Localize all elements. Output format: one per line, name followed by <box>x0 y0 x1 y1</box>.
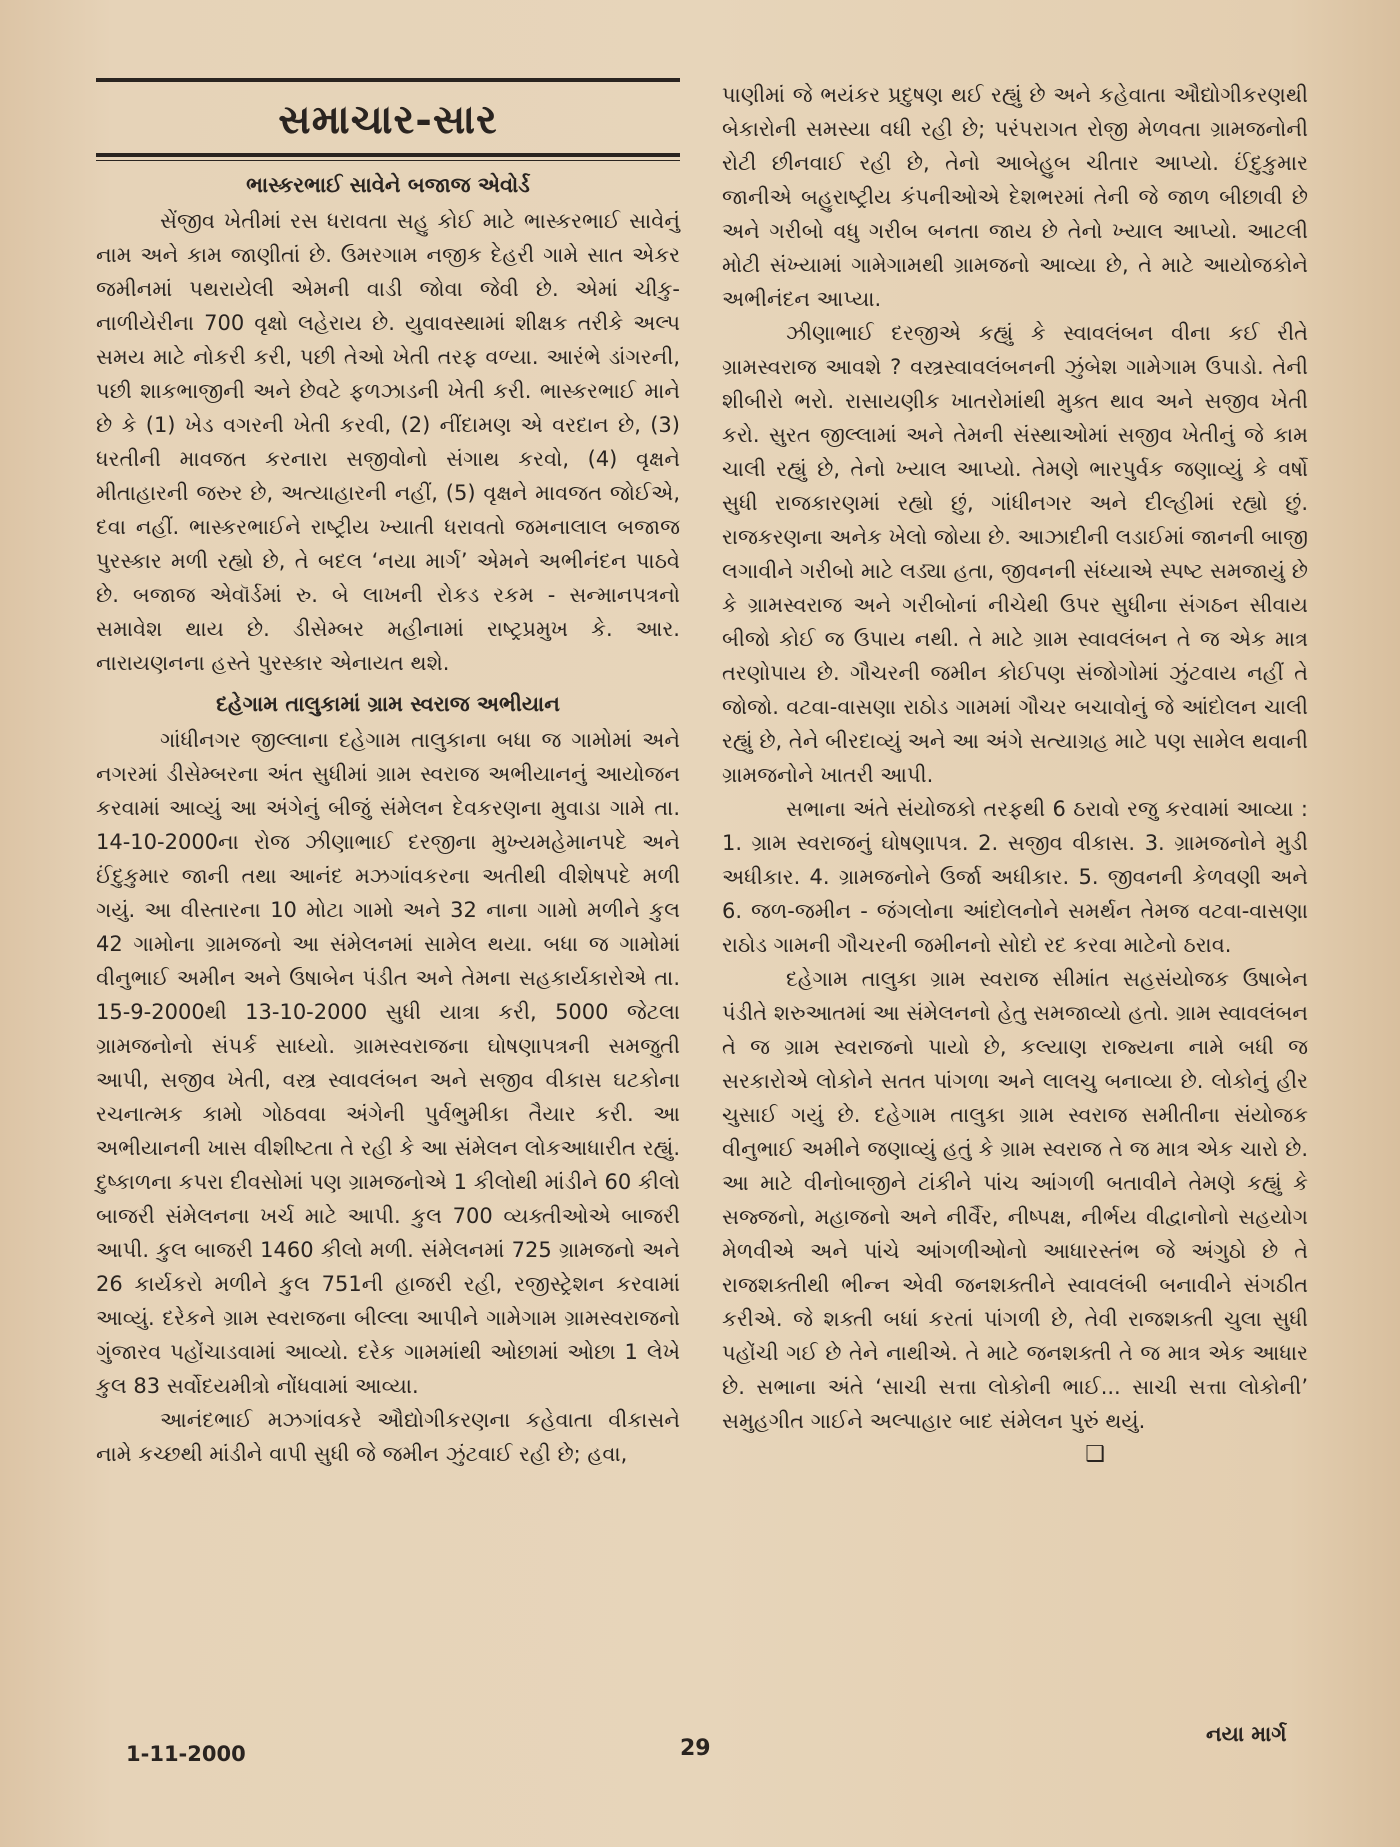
article2-paragraph-4: સભાના અંતે સંયોજકો તરફથી 6 ઠરાવો રજુ કરવામાં આવ્યા : 1. ગ્રામ સ્વરાજનું ઘોષણાપત્ર. 2. સજીવ વીકાસ. 3. ગ્રામજનોને મુડી અધીકાર. 4. ગ્રામજનોને ઉર્જા અધીકાર. 5. જીવનની કેળવણી અને 6. જળ-જમીન - જંગલોના આંદોલનોને સમર્થન તેમજ વટવા-વાસણા રાઠોડ ગામની ગૌચરની જમીનનો સોદો રદ કરવા માટેનો ઠરાવ. <box>722 797 1308 957</box>
article1-body: સેંજીવ ખેતીમાં રસ ધરાવતા સહુ કોઈ માટે ભાસ્કરભાઈ સાવેનું નામ અને કામ જાણીતાં છે. ઉમરગામ નજીક દેહરી ગામે સાત એકર જમીનમાં પથરાયેલી એમની વાડી જોવા જેવી છે. એમાં ચીકુ-નાળીયેરીના 700 વૃક્ષો લહેરાય છે. યુવાવસ્થામાં શીક્ષક તરીકે અલ્પ સમય માટે નોકરી કરી, પછી તેઓ ખેતી તરફ વળ્યા. આરંભે ડાંગરની, પછી શાકભાજીની અને છેવટે ફળઝાડની ખેતી કરી. ભાસ્કરભાઈ માને છે કે (1) ખેડ વગરની ખેતી કરવી, (2) નીંદામણ એ વરદાન છે, (3) ધરતીની માવજત કરનારા સજીવોનો સંગાથ કરવો, (4) વૃક્ષને મીતાહારની જરુર છે, અત્યાહારની નહીં, (5) વૃક્ષને માવજત જોઈએ, દવા નહીં. ભાસ્કરભાઈને રાષ્ટ્રીય ખ્યાતી ધરાવતો જમનાલાલ બજાજ પુરસ્કાર મળી રહ્યો છે, તે બદલ ‘નયા માર્ગ’ એમને અભીનંદન પાઠવે છે. બજાજ એવૉર્ડમાં રુ. બે લાખની રોકડ રકમ - સન્માનપત્રનો સમાવેશ થાય છે. ડીસેમ્બર મહીનામાં રાષ્ટ્રપ્રમુખ કે. આર. નારાયણનના હસ્તે પુરસ્કાર એનાયત થશે. <box>96 209 680 675</box>
article2-paragraph-1: ગાંધીનગર જીલ્લાના દહેગામ તાલુકાના બધા જ ગામોમાં અને નગરમાં ડીસેમ્બરના અંત સુધીમાં ગ્રામ સ્વરાજ અભીયાનનું આયોજન કરવામાં આવ્યું આ અંગેનું બીજું સંમેલન દેવકરણના મુવાડા ગામે તા. 14-10-2000ના રોજ ઝીણાભાઈ દરજીના મુખ્યમહેમાનપદે અને ઈંદુકુમાર જાની તથા આનંદ મઝગાંવકરના અતીથી વીશેષપદે મળી ગયું. આ વીસ્તારના 10 મોટા ગામો અને 32 નાના ગામો મળીને કુલ 42 ગામોના ગ્રામજનો આ સંમેલનમાં સામેલ થયા. બધા જ ગામોમાં વીનુભાઈ અમીન અને ઉષાબેન પંડીત અને તેમના સહકાર્યકારોએ તા. 15-9-2000થી 13-10-2000 સુધી યાત્રા કરી, 5000 જેટલા ગ્રામજનોનો સંપર્ક સાધ્યો. ગ્રામસ્વરાજના ઘોષણાપત્રની સમજુતી આપી, સજીવ ખેતી, વસ્ત્ર સ્વાવલંબન અને સજીવ વીકાસ ઘટકોના રચનાત્મક કામો ગોઠવવા અંગેની પુર્વભુમીકા તૈયાર કરી. આ અભીયાનની ખાસ વીશીષ્ટતા તે રહી કે આ સંમેલન લોકઆધારીત રહ્યું. દુષ્કાળના કપરા દીવસોમાં પણ ગ્રામજનોએ 1 કીલોથી માંડીને 60 કીલો બાજરી સંમેલનના ખર્ચ માટે આપી. કુલ 700 વ્યક્તીઓએ બાજરી આપી. કુલ બાજરી 1460 કીલો મળી. સંમેલનમાં 725 ગ્રામજનો અને 26 કાર્યકરો મળીને કુલ 751ની હાજરી રહી, રજીસ્ટ્રેશન કરવામાં આવ્યું. દરેકને ગ્રામ સ્વરાજના બીલ્લા આપીને ગામેગામ ગ્રામસ્વરાજનો ગુંજારવ પહોંચાડવામાં આવ્યો. દરેક ગામમાંથી ઓછામાં ઓછા 1 લેખે કુલ 83 સર્વોદયમીત્રો નોંધવામાં આવ્યા. <box>96 728 680 1398</box>
magazine-name: નયા માર્ગ <box>1206 1722 1287 1746</box>
article2-paragraph-5: દહેગામ તાલુકા ગ્રામ સ્વરાજ સીમાંત સહસંયોજક ઉષાબેન પંડીતે શરુઆતમાં આ સંમેલનનો હેતુ સમજાવ્યો હતો. ગ્રામ સ્વાવલંબન તે જ ગ્રામ સ્વરાજનો પાયો છે, કલ્યાણ રાજ્યના નામે બધી જ સરકારોએ લોકોને સતત પાંગળા અને લાલચુ બનાવ્યા છે. લોકોનું હીર ચુસાઈ ગયું છે. દહેગામ તાલુકા ગ્રામ સ્વરાજ સમીતીના સંયોજક વીનુભાઈ અમીને જણાવ્યું હતું કે ગ્રામ સ્વરાજ તે જ માત્ર એક ચારો છે. આ માટે વીનોબાજીને ટાંકીને પાંચ આંગળી બતાવીને તેમણે કહ્યું કે સજ્જનો, મહાજનો અને નીર્વૈર, નીષ્પક્ષ, નીર્ભય વીદ્વાનોનો સહયોગ મેળવીએ અને પાંચે આંગળીઓનો આધારસ્તંભ જે અંગુઠો છે તે રાજશક્તીથી ભીન્ન એવી જનશક્તીને સ્વાવલંબી બનાવીને સંગઠીત કરીએ. જે શક્તી બધાં કરતાં પાંગળી છે, તેવી રાજશક્તી ચુલા સુધી પહોંચી ગઈ છે તેને નાથીએ. તે માટે જનશક્તી તે જ માત્ર એક આધાર છે. સભાના અંતે ‘સાચી સત્તા લોકોની ભાઈ... સાચી સત્તા લોકોની’ સમુહગીત ગાઈને અલ્પાહાર બાદ સંમેલન પુરું થયું. <box>722 967 1308 1433</box>
end-of-article-mark: ❑ <box>1085 1442 1105 1467</box>
section-title: સમાચાર-સાર <box>278 96 498 143</box>
article2-paragraph-2-continued: પાણીમાં જે ભયંકર પ્રદુષણ થઈ રહ્યું છે અને કહેવાતા ઔદ્યોગીકરણથી બેકારોની સમસ્યા વધી રહી છે; પરંપરાગત રોજી મેળવતા ગ્રામજનોની રોટી છીનવાઈ રહી છે, તેનો આબેહુબ ચીતાર આપ્યો. ઈંદુકુમાર જાનીએ બહુરાષ્ટ્રીય કંપનીઓએ દેશભરમાં તેની જે જાળ બીછાવી છે અને ગરીબો વધુ ગરીબ બનતા જાય છે તેનો ખ્યાલ આપ્યો. આટલી મોટી સંખ્યામાં ગામેગામથી ગ્રામજનો આવ્યા છે, તે માટે આયોજકોને અભીનંદન આપ્યા. <box>722 83 1308 311</box>
issue-date: 1-11-2000 <box>126 1742 246 1766</box>
title-rule-thin <box>96 160 680 161</box>
title-rule <box>96 153 680 157</box>
page-number: 29 <box>680 1736 711 1761</box>
article1-heading: ભાસ્કરભાઈ સાવેને બજાજ એવોર્ડ <box>246 173 530 197</box>
right-column <box>722 78 1308 1467</box>
article2-paragraph-2: આનંદભાઈ મઝગાંવકરે ઔદ્યોગીકરણના કહેવાતા વીકાસને નામે કચ્છથી માંડીને વાપી સુધી જે જમીન ઝુંટવાઈ રહી છે; હવા, <box>96 1408 680 1466</box>
article2-paragraph-3: ઝીણાભાઈ દરજીએ કહ્યું કે સ્વાવલંબન વીના કઈ રીતે ગ્રામસ્વરાજ આવશે ? વસ્ત્રસ્વાવલંબનની ઝુંબેશ ગામેગામ ઉપાડો. તેની શીબીરો ભરો. રાસાયણીક ખાતરોમાંથી મુક્ત થાવ અને સજીવ ખેતી કરો. સુરત જીલ્લામાં અને તેમની સંસ્થાઓમાં સજીવ ખેતીનું જે કામ ચાલી રહ્યું છે, તેનો ખ્યાલ આપ્યો. તેમણે ભારપુર્વક જણાવ્યું કે વર્ષો સુધી રાજકારણમાં રહ્યો છું, ગાંધીનગર અને દીલ્હીમાં રહ્યો છું. રાજકરણના અનેક ખેલો જોયા છે. આઝાદીની લડાઈમાં જાનની બાજી લગાવીને ગરીબો માટે લડ્યા હતા, જીવનની સંધ્યાએ સ્પષ્ટ સમજાયું છે કે ગ્રામસ્વરાજ અને ગરીબોનાં નીચેથી ઉપર સુધીના સંગઠન સીવાય બીજો કોઈ જ ઉપાય નથી. તે માટે ગ્રામ સ્વાવલંબન તે જ એક માત્ર તરણોપાય છે. ગૌચરની જમીન કોઈપણ સંજોગોમાં ઝુંટવાય નહીં તે જોજો. વટવા-વાસણા રાઠોડ ગામમાં ગૌચર બચાવોનું જે આંદોલન ચાલી રહ્યું છે, તેને બીરદાવ્યું અને આ અંગે સત્યાગ્રહ માટે પણ સામેલ થવાની ગ્રામજનોને ખાતરી આપી. <box>722 321 1308 787</box>
top-rule <box>96 78 680 82</box>
left-column <box>96 78 680 1471</box>
article2-heading: દહેગામ તાલુકામાં ગ્રામ સ્વરાજ અભીયાન <box>216 692 560 716</box>
